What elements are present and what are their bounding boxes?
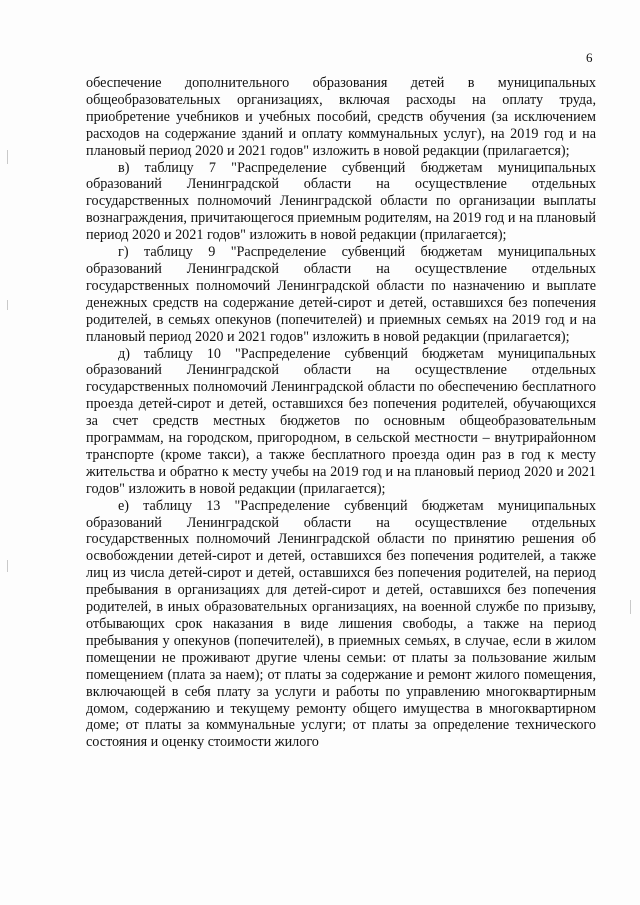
paragraph-item-v: в) таблицу 7 "Распределение субвенций бюджетам муниципальных образований Ленинградской области на осуществление отдельных государственных полномочий Ленинградской области по организации выплаты вознаграждения, причитающегося приемным родителям, на 2019 год и на плановый период 2020 и 2021 годов" изложить в новой редакции (прилагается);	[86, 159, 596, 244]
left-margin-mark	[7, 150, 8, 164]
document-body	[86, 75, 596, 751]
left-margin-mark	[7, 300, 8, 310]
page-number: 6	[586, 50, 593, 65]
left-margin-mark	[7, 560, 8, 572]
paragraph-item-g: г) таблицу 9 "Распределение субвенций бюджетам муниципальных образований Ленинградской области на осуществление отдельных государственных полномочий Ленинградской области по назначению и выплате денежных средств на содержание детей-сирот и детей, оставшихся без попечения родителей, в семьях опекунов (попечителей) и приемных семьях на 2019 год и на плановый период 2020 и 2021 годов" изложить в новой редакции (прилагается);	[86, 244, 596, 345]
right-margin-mark	[630, 600, 631, 614]
paragraph-continuation: обеспечение дополнительного образования детей в муниципальных общеобразовательных организациях, включая расходы на оплату труда, приобретение учебников и учебных пособий, средств обучения (за исключением расходов на содержание зданий и оплату коммунальных услуг), на 2019 год и на плановый период 2020 и 2021 годов" изложить в новой редакции (прилагается);	[86, 75, 596, 159]
paragraph-item-d: д) таблицу 10 "Распределение субвенций бюджетам муниципальных образований Ленинградской области на осуществление отдельных государственных полномочий Ленинградской области по обеспечению бесплатного проезда детей-сирот и детей, оставшихся без попечения родителей, обучающихся за счет средств местных бюджетов по основным общеобразовательным программам, на городском, пригородном, в сельской местности – внутрирайонном транспорте (кроме такси), а также бесплатного проезда один раз в год к месту жительства и обратно к месту учебы на 2019 год и на плановый период 2020 и 2021 годов" изложить в новой редакции (прилагается);	[86, 345, 596, 497]
paragraph-item-e: е) таблицу 13 "Распределение субвенций бюджетам муниципальных образований Ленинградской области на осуществление отдельных государственных полномочий Ленинградской области по принятию решения об освобождении детей-сирот и детей, оставшихся без попечения родителей, а также лиц из числа детей-сирот и детей, оставшихся без попечения родителей, на период пребывания в организациях для детей-сирот и детей, оставшихся без попечения родителей, в иных образовательных организациях, на военной службе по призыву, отбывающих срок наказания в виде лишения свободы, а также на период пребывания у опекунов (попечителей), в приемных семьях, в случае, если в жилом помещении не проживают другие члены семьи: от платы за пользование жилым помещением (плата за наем); от платы за содержание и ремонт жилого помещения, включающей в себя плату за услуги и работы по управлению многоквартирным домом, содержанию и текущему ремонту общего имущества в многоквартирном доме; от платы за коммунальные услуги; от платы за определение технического состояния и оценку стоимости жилого	[86, 497, 596, 751]
